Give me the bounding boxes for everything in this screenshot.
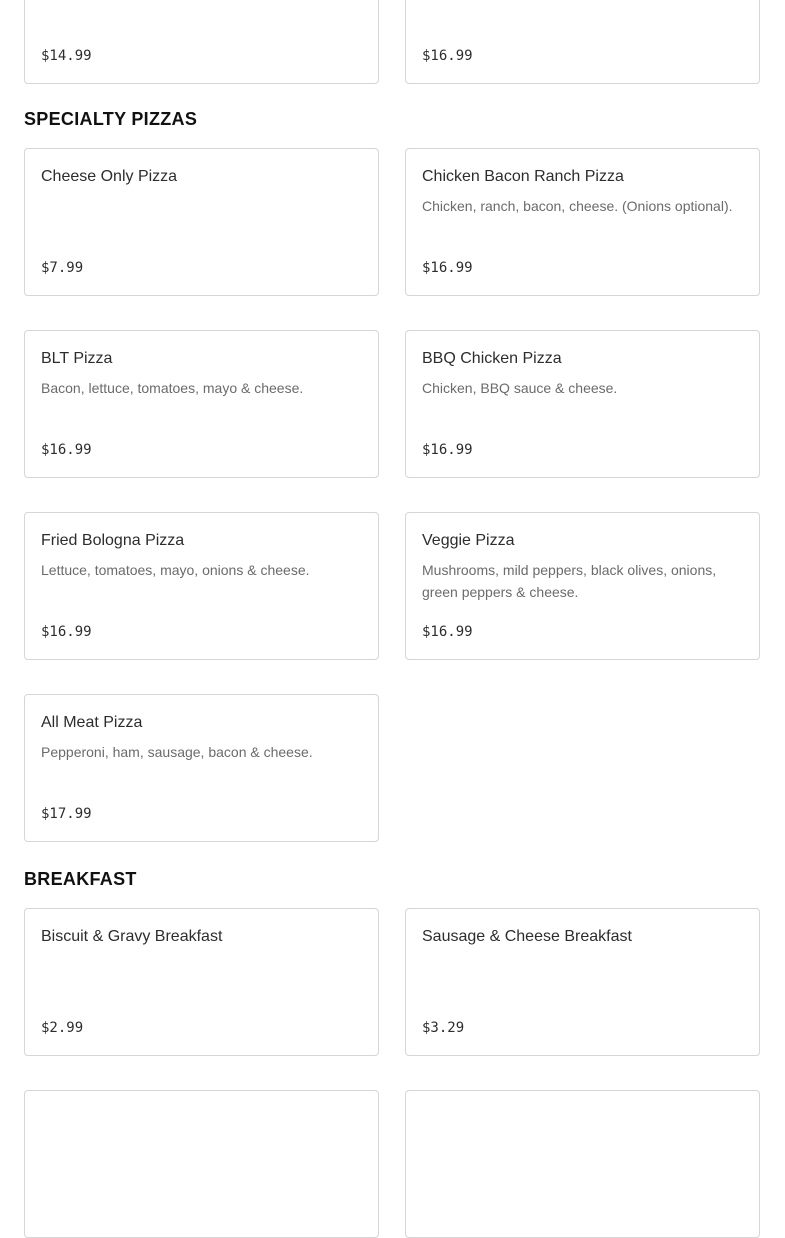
menu-item-card[interactable] [405,512,760,660]
item-name: Chicken Bacon Ranch Pizza [422,168,624,185]
item-name: Veggie Pizza [422,532,515,549]
item-price: $17.99 [41,806,92,822]
item-price: $16.99 [422,260,473,276]
item-description: Chicken, BBQ sauce & cheese. [422,380,618,396]
item-description: Lettuce, tomatoes, mayo, onions & cheese. [41,562,310,578]
menu-item-card[interactable] [405,0,760,84]
menu-item-card[interactable] [24,148,379,296]
item-description: Mushrooms, mild peppers, black olives, onions, green peppers & cheese. [422,562,717,600]
menu-item-card[interactable] [24,0,379,84]
section-title-specialty-pizzas: SPECIALTY PIZZAS [24,109,198,129]
menu-item-card[interactable] [405,1090,760,1238]
item-description: Chicken, ranch, bacon, cheese. (Onions optional). [422,198,733,214]
section-title-breakfast: BREAKFAST [24,869,137,889]
item-name: BLT Pizza [41,350,113,367]
item-price: $3.29 [422,1020,465,1036]
menu-item-card[interactable] [405,330,760,478]
item-price: $16.99 [422,48,473,64]
item-price: $16.99 [422,442,473,458]
item-name: Cheese Only Pizza [41,168,178,185]
item-name: All Meat Pizza [41,714,143,731]
item-price: $16.99 [422,624,473,640]
menu-item-card[interactable] [405,148,760,296]
item-price: $7.99 [41,260,84,276]
item-description: Pepperoni, ham, sausage, bacon & cheese. [41,744,313,760]
item-name: Sausage & Cheese Breakfast [422,928,632,945]
item-name: BBQ Chicken Pizza [422,350,562,367]
menu-item-card[interactable] [24,694,379,842]
menu-item-card[interactable] [24,1090,379,1238]
item-price: $2.99 [41,1020,84,1036]
menu-item-card[interactable] [24,908,379,1056]
item-name: Fried Bologna Pizza [41,532,185,549]
item-description: Bacon, lettuce, tomatoes, mayo & cheese. [41,380,304,396]
item-price: $16.99 [41,442,92,458]
menu-item-card[interactable] [24,512,379,660]
item-price: $16.99 [41,624,92,640]
item-name: Biscuit & Gravy Breakfast [41,928,223,945]
item-price: $14.99 [41,48,92,64]
menu-item-card[interactable] [24,330,379,478]
menu-item-card[interactable] [405,908,760,1056]
